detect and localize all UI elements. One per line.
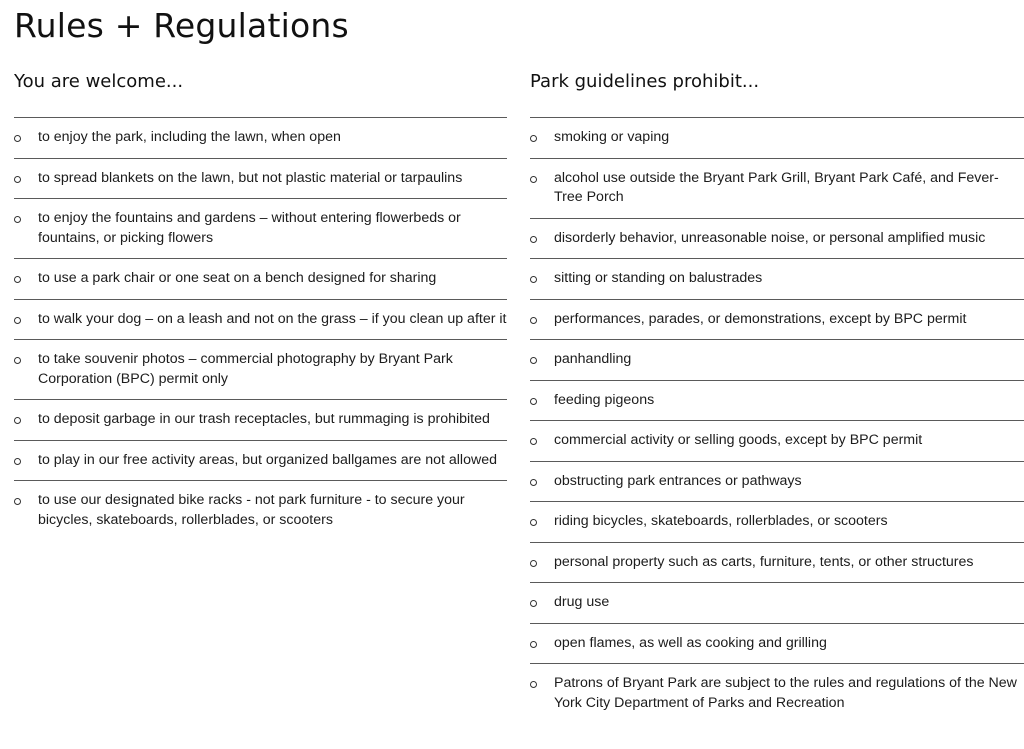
bullet-circle-icon	[14, 135, 21, 142]
prohibit-item: disorderly behavior, unreasonable noise, or personal amplified music	[530, 219, 1024, 260]
bullet-circle-icon	[14, 317, 21, 324]
prohibit-item: riding bicycles, skateboards, rollerblades, or scooters	[530, 502, 1024, 543]
bullet-circle-icon	[530, 276, 537, 283]
prohibit-item: obstructing park entrances or pathways	[530, 462, 1024, 503]
bullet-circle-icon	[530, 317, 537, 324]
welcome-item: to play in our free activity areas, but organized ballgames are not allowed	[14, 441, 507, 482]
prohibit-column	[530, 68, 1024, 723]
welcome-heading: You are welcome...	[14, 71, 184, 92]
welcome-item: to take souvenir photos – commercial photography by Bryant Park Corporation (BPC) permit only	[14, 340, 507, 400]
bullet-circle-icon	[530, 357, 537, 364]
welcome-item: to walk your dog – on a leash and not on the grass – if you clean up after it	[14, 300, 507, 341]
prohibit-item: sitting or standing on balustrades	[530, 259, 1024, 300]
prohibit-item: performances, parades, or demonstrations, except by BPC permit	[530, 300, 1024, 341]
bullet-circle-icon	[14, 357, 21, 364]
welcome-item: to use our designated bike racks - not park furniture - to secure your bicycles, skateboards, rollerblades, or scooters	[14, 481, 507, 540]
welcome-item: to enjoy the fountains and gardens – without entering flowerbeds or fountains, or picking flowers	[14, 199, 507, 259]
bullet-circle-icon	[530, 641, 537, 648]
prohibit-list	[530, 117, 1024, 723]
prohibit-item: smoking or vaping	[530, 118, 1024, 159]
bullet-circle-icon	[530, 176, 537, 183]
prohibit-item: alcohol use outside the Bryant Park Grill, Bryant Park Café, and Fever-Tree Porch	[530, 159, 1024, 219]
prohibit-item: personal property such as carts, furniture, tents, or other structures	[530, 543, 1024, 584]
welcome-item: to spread blankets on the lawn, but not plastic material or tarpaulins	[14, 159, 507, 200]
bullet-circle-icon	[530, 135, 537, 142]
bullet-circle-icon	[530, 398, 537, 405]
bullet-circle-icon	[14, 176, 21, 183]
prohibit-item: Patrons of Bryant Park are subject to the rules and regulations of the New York City Department of Parks and Recreation	[530, 664, 1024, 723]
bullet-circle-icon	[530, 681, 537, 688]
bullet-circle-icon	[14, 216, 21, 223]
bullet-circle-icon	[530, 479, 537, 486]
welcome-list	[14, 117, 507, 540]
bullet-circle-icon	[14, 458, 21, 465]
prohibit-item: open flames, as well as cooking and grilling	[530, 624, 1024, 665]
bullet-circle-icon	[530, 560, 537, 567]
welcome-item: to enjoy the park, including the lawn, when open	[14, 118, 507, 159]
bullet-circle-icon	[530, 519, 537, 526]
bullet-circle-icon	[14, 276, 21, 283]
prohibit-heading: Park guidelines prohibit...	[530, 71, 760, 92]
welcome-item: to deposit garbage in our trash receptacles, but rummaging is prohibited	[14, 400, 507, 441]
bullet-circle-icon	[530, 236, 537, 243]
prohibit-item: drug use	[530, 583, 1024, 624]
prohibit-item: feeding pigeons	[530, 381, 1024, 422]
welcome-item: to use a park chair or one seat on a bench designed for sharing	[14, 259, 507, 300]
page-title: Rules + Regulations	[14, 6, 349, 45]
bullet-circle-icon	[530, 438, 537, 445]
bullet-circle-icon	[530, 600, 537, 607]
prohibit-item: commercial activity or selling goods, except by BPC permit	[530, 421, 1024, 462]
prohibit-item: panhandling	[530, 340, 1024, 381]
bullet-circle-icon	[14, 417, 21, 424]
welcome-column	[14, 68, 507, 540]
bullet-circle-icon	[14, 498, 21, 505]
